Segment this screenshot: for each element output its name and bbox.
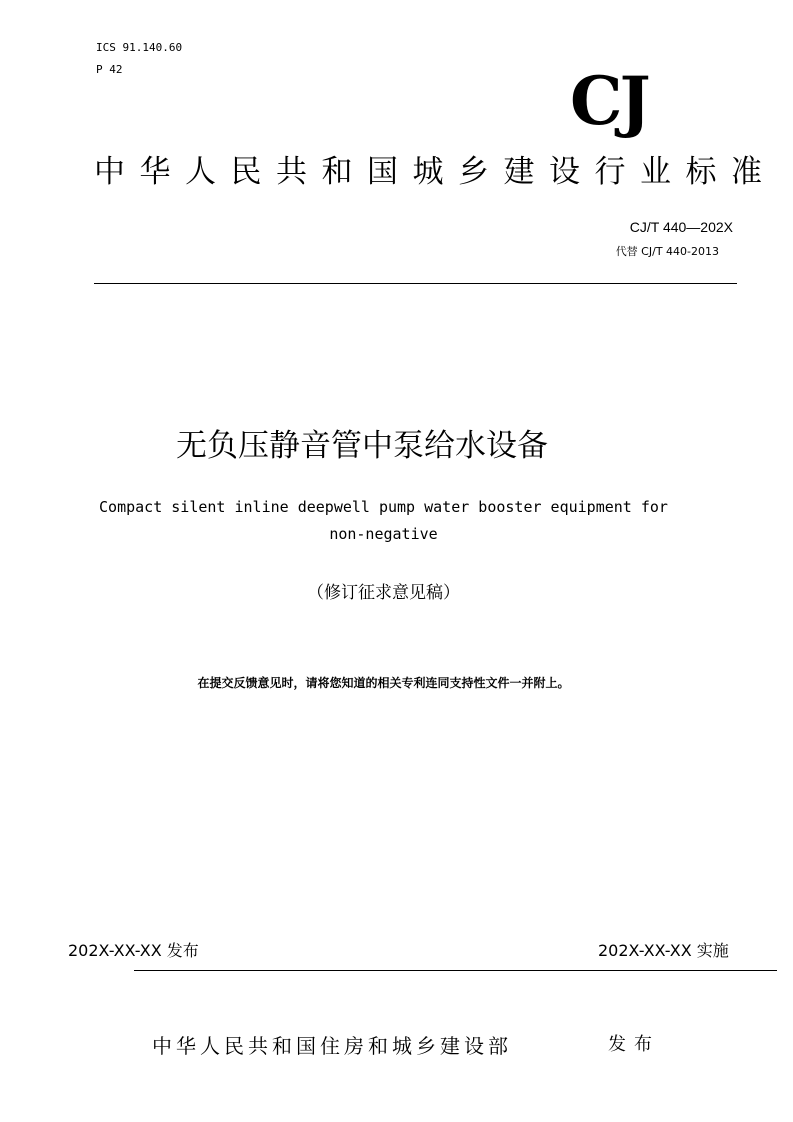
patent-notice: 在提交反馈意见时，请将您知道的相关专利连同支持性文件一并附上。 [197, 676, 570, 690]
document-title-en-line2: non-negative [329, 525, 438, 543]
issuing-label: 发布 [608, 1034, 660, 1055]
ics-code: ICS 91.140.60 [96, 41, 183, 54]
document-title-en-line1: Compact silent inline deepwell pump water booster equipment for [99, 498, 668, 516]
ccs-code: P 42 [96, 63, 123, 76]
issuing-authority: 中华人民共和国住房和城乡建设部 [152, 1034, 512, 1058]
bottom-divider [134, 970, 777, 971]
draft-status: （修订征求意见稿） [307, 583, 460, 603]
top-divider [94, 283, 737, 284]
standard-number: CJ/T 440—202X [629, 219, 733, 235]
replaces-standard: 代替 CJ/T 440-2013 [615, 245, 719, 258]
cj-logo: CJ [570, 62, 648, 140]
document-title-cn: 无负压静音管中泵给水设备 [176, 428, 548, 464]
standard-category-title: 中华人民共和国城乡建设行业标准 [94, 154, 777, 190]
issue-date: 202X-XX-XX 发布 [68, 941, 199, 960]
implementation-date: 202X-XX-XX 实施 [598, 941, 729, 960]
